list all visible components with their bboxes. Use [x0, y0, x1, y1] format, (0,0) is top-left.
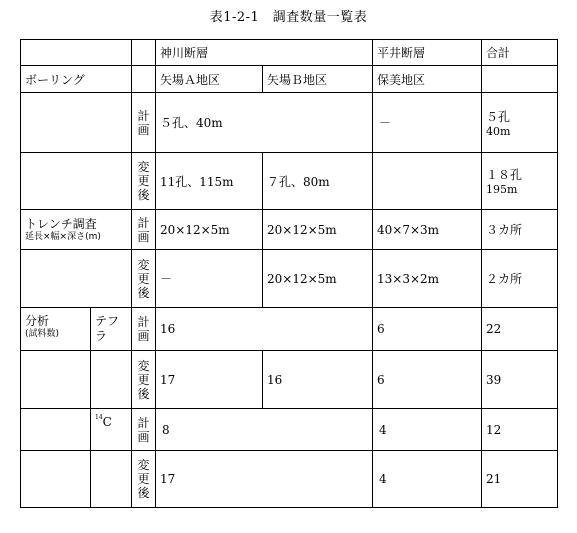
- boring-changed-hirai: [373, 153, 482, 210]
- boring-changed-b: ７孔、80m: [263, 153, 373, 210]
- trench-changed-b: 20×12×5m: [263, 250, 373, 308]
- tephra-blank: [91, 351, 132, 409]
- header-row-faults: [21, 40, 558, 66]
- c14-label: $^{14}$C: [91, 409, 132, 451]
- trench-label: トレンチ調査 延長×幅×深さ(m): [21, 210, 132, 250]
- tephra-plan-hirai: 6: [373, 308, 482, 351]
- trench-changed-total: ２カ所: [482, 250, 558, 308]
- c14-plan-hirai: 4: [373, 409, 482, 451]
- c14-changed-hirai: 4: [373, 451, 482, 508]
- boring-plan-total: ５孔 40m: [482, 93, 558, 153]
- table-row: [21, 210, 558, 250]
- status-changed: 変 更 後: [132, 451, 156, 508]
- header-total: 合計: [482, 40, 558, 66]
- header-yaba-a: 矢場Ａ地区: [156, 66, 263, 93]
- status-plan: 計 画: [132, 210, 156, 250]
- header-blank: [21, 40, 132, 66]
- table-row: [21, 409, 558, 451]
- tephra-changed-a: 17: [156, 351, 263, 409]
- table-row: [21, 351, 558, 409]
- trench-blank: [21, 250, 132, 308]
- c14-changed-total: 21: [482, 451, 558, 508]
- status-changed: 変 更 後: [132, 351, 156, 409]
- header-blank-status-2: [132, 66, 156, 93]
- header-yaba-b: 矢場Ｂ地区: [263, 66, 373, 93]
- header-row-areas: [21, 66, 558, 93]
- header-hirai-fault: 平井断層: [373, 40, 482, 66]
- boring-plan-kamikawa: ５孔、40m: [156, 93, 373, 153]
- tephra-changed-total: 39: [482, 351, 558, 409]
- survey-quantity-table: [20, 39, 558, 508]
- analysis-label: 分析 (試料数): [21, 308, 91, 351]
- trench-changed-hirai: 13×3×2m: [373, 250, 482, 308]
- status-changed: 変 更 後: [132, 153, 156, 210]
- c14-blank: [91, 451, 132, 508]
- header-blank-status: [132, 40, 156, 66]
- table-row: [21, 250, 558, 308]
- boring-changed-total: １８孔 195m: [482, 153, 558, 210]
- header-total-blank: [482, 66, 558, 93]
- table-row: [21, 93, 558, 153]
- tephra-plan-total: 22: [482, 308, 558, 351]
- c14-plan-total: 12: [482, 409, 558, 451]
- trench-plan-a: 20×12×5m: [156, 210, 263, 250]
- trench-plan-total: ３カ所: [482, 210, 558, 250]
- table-row: [21, 451, 558, 508]
- c14-changed-kamikawa: 17: [156, 451, 373, 508]
- table-row: [21, 308, 558, 351]
- tephra-changed-hirai: 6: [373, 351, 482, 409]
- boring-plan-hirai: －: [373, 93, 482, 153]
- boring-changed-a: 11孔、115m: [156, 153, 263, 210]
- header-kamikawa-fault: 神川断層: [156, 40, 373, 66]
- trench-changed-a: －: [156, 250, 263, 308]
- header-hozen: 保美地区: [373, 66, 482, 93]
- boring-label: ボーリング: [21, 66, 132, 93]
- boring-blank-2: [21, 153, 132, 210]
- tephra-changed-b: 16: [263, 351, 373, 409]
- table-title: 表1-2-1 調査数量一覧表: [209, 10, 368, 25]
- table-row: [21, 153, 558, 210]
- tephra-plan-kamikawa: 16: [156, 308, 373, 351]
- trench-plan-hirai: 40×7×3m: [373, 210, 482, 250]
- status-plan: 計 画: [132, 308, 156, 351]
- boring-blank: [21, 93, 132, 153]
- tephra-label: テフ ラ: [91, 308, 132, 351]
- status-plan: 計 画: [132, 93, 156, 153]
- analysis-blank-2: [21, 409, 91, 451]
- status-plan: 計 画: [132, 409, 156, 451]
- status-changed: 変 更 後: [132, 250, 156, 308]
- trench-plan-b: 20×12×5m: [263, 210, 373, 250]
- c14-plan-kamikawa: 8: [156, 409, 373, 451]
- analysis-blank-3: [21, 451, 91, 508]
- analysis-blank: [21, 351, 91, 409]
